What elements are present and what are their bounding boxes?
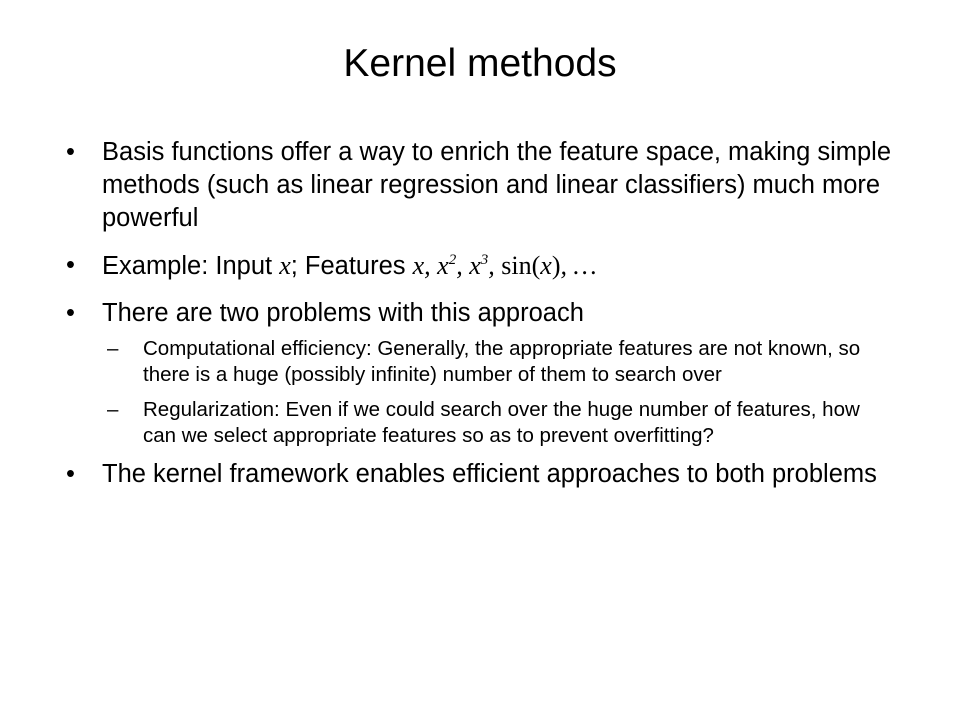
bullet-text-mid: ; Features xyxy=(290,252,413,280)
bullet-text: There are two problems with this approach xyxy=(102,299,584,327)
sub-bullet-item xyxy=(107,336,883,387)
sub-bullet-text: Computational efficiency: Generally, the appropriate features are not known, so there is a huge (possibly infinite) number of them to search over xyxy=(143,337,861,386)
bullet-text: Basis functions offer a way to enrich the feature space, making simple methods (such as linear regression and linear classifiers) much more powerful xyxy=(102,138,892,232)
sub-bullet-marker: – xyxy=(107,398,119,421)
bullet-marker: • xyxy=(66,251,75,279)
slide-body xyxy=(66,136,916,491)
math-features xyxy=(413,251,597,280)
feature-function: sin( xyxy=(501,251,541,280)
feature-term: , xyxy=(488,251,502,280)
sub-bullet-text: Regularization: Even if we could search over the huge number of features, how can we select appropriate features so as to prevent overfitting? xyxy=(143,398,860,447)
feature-term: x xyxy=(540,251,552,280)
feature-function: ) xyxy=(551,251,561,280)
feature-term: , x xyxy=(456,251,481,280)
sub-bullet-list xyxy=(107,336,883,448)
bullet-item xyxy=(66,297,916,330)
slide-title: Kernel methods xyxy=(343,42,617,85)
bullet-item xyxy=(66,136,916,235)
sub-bullet-marker: – xyxy=(107,337,119,360)
bullet-text-prefix: Example: Input xyxy=(102,252,280,280)
math-input-var: x xyxy=(279,251,291,280)
feature-exponent: 2 xyxy=(448,252,457,268)
bullet-text: The kernel framework enables efficient approaches to both problems xyxy=(102,460,877,488)
feature-term: x, x xyxy=(412,251,449,280)
bullet-item xyxy=(66,458,916,491)
sub-bullet-item xyxy=(107,397,883,448)
feature-exponent: 3 xyxy=(480,252,489,268)
bullet-item xyxy=(66,249,916,283)
bullet-marker: • xyxy=(66,299,75,327)
feature-term: , … xyxy=(560,251,597,280)
bullet-marker: • xyxy=(66,138,75,166)
bullet-marker: • xyxy=(66,460,75,488)
